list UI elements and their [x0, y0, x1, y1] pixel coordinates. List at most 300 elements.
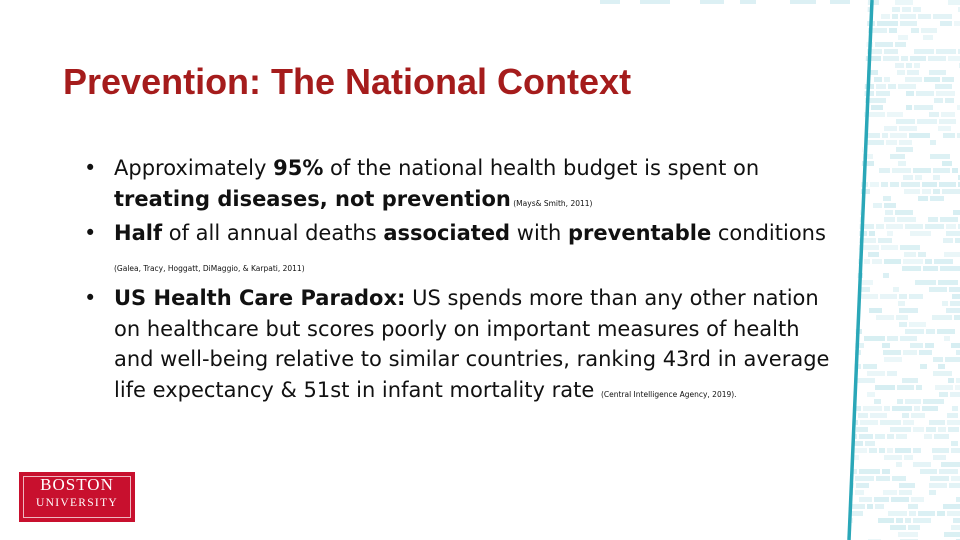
pattern-tile [956, 350, 960, 355]
pattern-tile [883, 350, 901, 355]
pattern-tile [896, 147, 913, 152]
pattern-tile [897, 70, 905, 75]
pattern-tile [939, 182, 956, 187]
diagonal-accent-line [849, 0, 872, 540]
pattern-tile [874, 77, 882, 82]
pattern-tile [887, 336, 898, 341]
pattern-tile [900, 245, 920, 250]
pattern-tile [884, 455, 902, 460]
bullet-text: conditions [711, 221, 826, 245]
pattern-tile [948, 378, 954, 383]
pattern-tile [857, 98, 863, 103]
pattern-tile [953, 210, 960, 215]
pattern-tile [846, 420, 858, 425]
pattern-tile [876, 476, 890, 481]
pattern-tile [953, 518, 960, 523]
pattern-tile [942, 77, 954, 82]
pattern-tile [908, 525, 920, 530]
pattern-tile [932, 315, 952, 320]
logo-line-1: BOSTON [40, 475, 114, 494]
pattern-tile [846, 147, 863, 152]
pattern-tile [951, 448, 960, 453]
pattern-tile [846, 406, 853, 411]
pattern-tile [856, 224, 874, 229]
pattern-tile [913, 7, 921, 12]
pattern-tile [928, 217, 938, 222]
pattern-tile [910, 343, 923, 348]
pattern-tile [846, 133, 852, 138]
pattern-tile [866, 140, 884, 145]
pattern-tile [909, 511, 916, 516]
pattern-tile [939, 469, 958, 474]
pattern-tile [918, 252, 926, 257]
pattern-tile [932, 448, 949, 453]
pattern-tile [951, 525, 960, 530]
pattern-tile [933, 455, 946, 460]
pattern-tile [896, 119, 915, 124]
pattern-tile [950, 301, 960, 306]
pattern-tile [941, 112, 955, 117]
pattern-tile [873, 203, 882, 208]
pattern-tile [948, 0, 960, 5]
top-tile-strip [600, 0, 850, 4]
pattern-tile [955, 385, 960, 390]
pattern-tile [913, 518, 931, 523]
pattern-tile [867, 504, 873, 509]
pattern-tile [943, 238, 953, 243]
pattern-tile [942, 301, 948, 306]
pattern-tile [923, 35, 933, 40]
pattern-tile [875, 385, 895, 390]
pattern-tile [899, 322, 907, 327]
pattern-tile [943, 133, 955, 138]
pattern-tile [884, 126, 897, 131]
bullet-icon: • [84, 286, 97, 310]
pattern-tile [915, 280, 936, 285]
pattern-tile [915, 175, 922, 180]
pattern-tile [897, 217, 916, 222]
pattern-tile [897, 399, 903, 404]
pattern-tile [907, 70, 919, 75]
pattern-tile [859, 497, 872, 502]
bullet-item [78, 218, 838, 279]
pattern-tile [854, 35, 860, 40]
pattern-tile [883, 196, 891, 201]
pattern-tile [870, 413, 887, 418]
pattern-tile [887, 371, 897, 376]
pattern-tile [934, 98, 943, 103]
pattern-tile [906, 63, 912, 68]
pattern-tile [926, 329, 935, 334]
bullet-text: Approximately [114, 156, 274, 180]
pattern-tile [883, 273, 889, 278]
pattern-tile [913, 168, 931, 173]
pattern-tile [935, 84, 952, 89]
pattern-tile [949, 483, 960, 488]
pattern-tile [902, 7, 911, 12]
pattern-tile [938, 280, 958, 285]
pattern-tile [874, 399, 881, 404]
pattern-tile [913, 448, 921, 453]
pattern-tile [905, 399, 921, 404]
pattern-tile [859, 28, 866, 33]
pattern-tile [882, 133, 888, 138]
pattern-tile [905, 224, 923, 229]
pattern-tile [945, 357, 960, 362]
pattern-tile [898, 301, 905, 306]
pattern-tile [937, 511, 945, 516]
pattern-tile [884, 217, 895, 222]
pattern-tile [952, 168, 958, 173]
pattern-tile [871, 105, 883, 110]
pattern-tile [898, 532, 918, 537]
pattern-tile [867, 392, 875, 397]
pattern-tile [846, 266, 855, 271]
pattern-tile [899, 483, 915, 488]
pattern-tile [892, 7, 900, 12]
pattern-tile [880, 420, 901, 425]
pattern-tile [951, 476, 960, 481]
pattern-tile [944, 252, 960, 257]
pattern-tile [846, 112, 862, 117]
pattern-tile [903, 175, 913, 180]
pattern-tile [878, 238, 892, 243]
pattern-tile [949, 287, 960, 292]
pattern-tile [861, 0, 870, 5]
bullet-text: US spends more than any other nation on healthcare but scores poorly on important measures of health and well-being relative to similar countries, ranking 43rd in average life expectancy & 51st in infant mortality rate [114, 286, 830, 402]
pattern-tile [860, 420, 878, 425]
pattern-tile [875, 504, 884, 509]
pattern-tile [924, 434, 932, 439]
pattern-tile [905, 77, 922, 82]
pattern-tile [862, 280, 873, 285]
pattern-tile [929, 490, 936, 495]
pattern-tile [856, 427, 868, 432]
pattern-tile [933, 357, 943, 362]
pattern-tile [930, 476, 949, 481]
pattern-tile [855, 476, 874, 481]
pattern-tile [940, 21, 952, 26]
pattern-tile [867, 133, 880, 138]
pattern-tile [898, 84, 916, 89]
pattern-tile [947, 511, 960, 516]
pattern-tile [908, 504, 918, 509]
pattern-tile [846, 343, 864, 348]
pattern-tile [864, 259, 870, 264]
pattern-tile [875, 42, 893, 47]
pattern-tile [884, 49, 898, 54]
pattern-tile [947, 420, 960, 425]
pattern-tile [883, 56, 899, 61]
pattern-tile [890, 154, 905, 159]
pattern-tile [854, 7, 861, 12]
pattern-tile [905, 329, 924, 334]
pattern-tile [911, 413, 925, 418]
pattern-tile [868, 252, 879, 257]
pattern-tile [870, 182, 879, 187]
pattern-tile [892, 14, 898, 19]
pattern-tile [846, 364, 861, 369]
pattern-tile [896, 518, 903, 523]
pattern-tile [933, 189, 940, 194]
pattern-tile [933, 14, 952, 19]
citation: (Mays& Smith, 2011) [510, 198, 593, 208]
pattern-tile [895, 210, 913, 215]
pattern-tile [951, 441, 958, 446]
pattern-tile [956, 497, 960, 502]
pattern-tile [884, 203, 896, 208]
pattern-tile [939, 119, 956, 124]
pattern-tile [899, 140, 912, 145]
pattern-tile [892, 476, 906, 481]
bullet-text: of the national health budget is spent on [323, 156, 760, 180]
pattern-tile [918, 14, 931, 19]
pattern-tile [904, 455, 913, 460]
pattern-tile [846, 252, 853, 257]
pattern-tile [946, 308, 960, 313]
pattern-tile [934, 259, 953, 264]
pattern-tile [911, 28, 919, 33]
pattern-tile [865, 441, 875, 446]
pattern-tile [846, 7, 852, 12]
pattern-tile [929, 420, 945, 425]
pattern-tile [872, 259, 882, 264]
pattern-tile [947, 413, 958, 418]
pattern-tile [909, 133, 930, 138]
pattern-tile [901, 182, 920, 187]
pattern-tile [952, 406, 958, 411]
pattern-tile [887, 448, 893, 453]
pattern-tile [918, 196, 928, 201]
pattern-tile [846, 182, 858, 187]
pattern-tile [948, 56, 960, 61]
pattern-tile [890, 133, 907, 138]
pattern-tile [916, 385, 922, 390]
pattern-tile [876, 224, 884, 229]
pattern-tile [887, 434, 894, 439]
pattern-tile [882, 469, 890, 474]
citation: (Central Intelligence Agency, 2019). [600, 389, 737, 399]
pattern-tile [913, 427, 924, 432]
bullet-emphasis: treating diseases, not prevention [114, 186, 511, 211]
pattern-tile [846, 161, 857, 166]
pattern-tile [863, 406, 882, 411]
pattern-tile [899, 126, 917, 131]
pattern-tile [923, 399, 944, 404]
pattern-tile [900, 21, 917, 26]
pattern-tile [877, 21, 898, 26]
pattern-tile [933, 371, 952, 376]
pattern-tile [900, 336, 917, 341]
pattern-tile [914, 49, 934, 54]
pattern-tile [930, 196, 944, 201]
pattern-tile [846, 210, 861, 215]
pattern-tile [887, 112, 903, 117]
pattern-tile [943, 504, 960, 509]
pattern-tile [856, 483, 869, 488]
pattern-tile [879, 168, 890, 173]
pattern-tile [846, 56, 859, 61]
pattern-tile [854, 105, 860, 110]
pattern-tile [888, 84, 896, 89]
pattern-tile [922, 406, 938, 411]
pattern-tile [896, 315, 908, 320]
pattern-tile [846, 14, 861, 19]
pattern-tile [933, 168, 950, 173]
pattern-tile [903, 259, 923, 264]
pattern-tile [935, 385, 953, 390]
bullet-list [78, 153, 838, 409]
pattern-tile [846, 105, 852, 110]
pattern-tile [897, 385, 914, 390]
pattern-tile [930, 154, 950, 159]
pattern-tile [919, 350, 932, 355]
pattern-tile [859, 469, 880, 474]
pattern-tile [925, 224, 944, 229]
pattern-tile [895, 63, 904, 68]
pattern-tile [929, 287, 947, 292]
pattern-tile [948, 427, 959, 432]
pattern-tile [934, 434, 949, 439]
pattern-tile [899, 490, 912, 495]
pattern-tile [886, 140, 897, 145]
bullet-emphasis: preventable [568, 221, 712, 245]
pattern-tile [857, 84, 874, 89]
pattern-tile [869, 231, 875, 236]
pattern-tile [909, 294, 923, 299]
pattern-tile [902, 378, 918, 383]
pattern-tile [895, 42, 906, 47]
pattern-tile [846, 203, 854, 208]
pattern-tile [846, 315, 855, 320]
pattern-tile [846, 154, 861, 159]
pattern-tile [946, 231, 960, 236]
pattern-tile [955, 238, 960, 243]
bullet-emphasis: Half [114, 221, 163, 245]
pattern-tile [936, 49, 956, 54]
pattern-tile [846, 217, 862, 222]
pattern-tile [888, 511, 907, 516]
pattern-tile [884, 259, 901, 264]
pattern-tile [939, 392, 948, 397]
pattern-tile [924, 77, 940, 82]
pattern-tile [854, 189, 870, 194]
slide-title: Prevention: The National Context [63, 61, 632, 102]
pattern-tile [933, 175, 940, 180]
pattern-tile [885, 210, 893, 215]
pattern-tile [855, 490, 864, 495]
pattern-tile [891, 497, 909, 502]
logo-line-2: UNIVERSITY [36, 497, 118, 509]
pattern-tile [892, 406, 912, 411]
pattern-tile [846, 448, 867, 453]
bullet-item [78, 283, 838, 405]
pattern-tile [909, 322, 926, 327]
citation: (Galea, Tracy, Hoggatt, DiMaggio, & Karpati, 2011) [114, 263, 305, 273]
pattern-tile [898, 161, 906, 166]
pattern-tile [905, 518, 911, 523]
bullet-text: with [510, 221, 568, 245]
bullet-item [78, 153, 838, 214]
pattern-tile [913, 462, 931, 467]
logo-border [23, 476, 131, 518]
pattern-tile [902, 413, 909, 418]
pattern-tile [846, 434, 857, 439]
pattern-tile [863, 364, 877, 369]
pattern-tile [925, 343, 934, 348]
pattern-tile [910, 56, 926, 61]
pattern-tile [846, 224, 854, 229]
pattern-tile [922, 182, 937, 187]
bullet-emphasis: US Health Care Paradox: [114, 286, 406, 310]
pattern-tile [904, 189, 920, 194]
pattern-tile [942, 189, 960, 194]
pattern-tile [846, 175, 853, 180]
pattern-tile [881, 14, 890, 19]
pattern-tile [899, 308, 918, 313]
pattern-tile [903, 420, 914, 425]
pattern-tile [920, 364, 927, 369]
pattern-tile [914, 63, 920, 68]
pattern-tile [898, 35, 908, 40]
pattern-tile [911, 497, 924, 502]
pattern-tile [925, 259, 932, 264]
pattern-tile [918, 511, 935, 516]
pattern-tile [930, 140, 936, 145]
pattern-tile [890, 427, 911, 432]
pattern-tile [903, 350, 917, 355]
pattern-tile [846, 245, 856, 250]
pattern-tile [893, 287, 899, 292]
pattern-tile [917, 119, 937, 124]
pattern-tile [846, 126, 861, 131]
bullet-emphasis: 95% [273, 156, 324, 180]
bullet-icon: • [84, 156, 97, 180]
pattern-tile [929, 483, 947, 488]
pattern-tile [902, 266, 921, 271]
pattern-tile [876, 91, 890, 96]
pattern-tile [880, 294, 897, 299]
pattern-tile [910, 231, 931, 236]
pattern-tile [887, 231, 893, 236]
pattern-tile [858, 413, 868, 418]
pattern-tile [864, 336, 885, 341]
pattern-tile [846, 294, 856, 299]
pattern-tile [904, 252, 916, 257]
pattern-tile [895, 0, 913, 5]
pattern-tile [950, 392, 960, 397]
pattern-tile [879, 448, 885, 453]
pattern-tile [901, 56, 908, 61]
pattern-tile [846, 28, 857, 33]
pattern-tile [929, 112, 939, 117]
pattern-tile [954, 21, 960, 26]
pattern-tile [874, 497, 889, 502]
pattern-tile [846, 168, 857, 173]
pattern-tile [952, 294, 960, 299]
pattern-tile [876, 84, 886, 89]
pattern-tile [922, 189, 931, 194]
pattern-tile [940, 217, 958, 222]
pattern-tile [938, 364, 945, 369]
pattern-tile [882, 343, 890, 348]
bullet-emphasis: associated [383, 221, 511, 245]
pattern-tile [940, 266, 960, 271]
pattern-tile [899, 294, 907, 299]
pattern-tile [892, 168, 911, 173]
pattern-tile [923, 266, 938, 271]
pattern-tile [936, 91, 955, 96]
